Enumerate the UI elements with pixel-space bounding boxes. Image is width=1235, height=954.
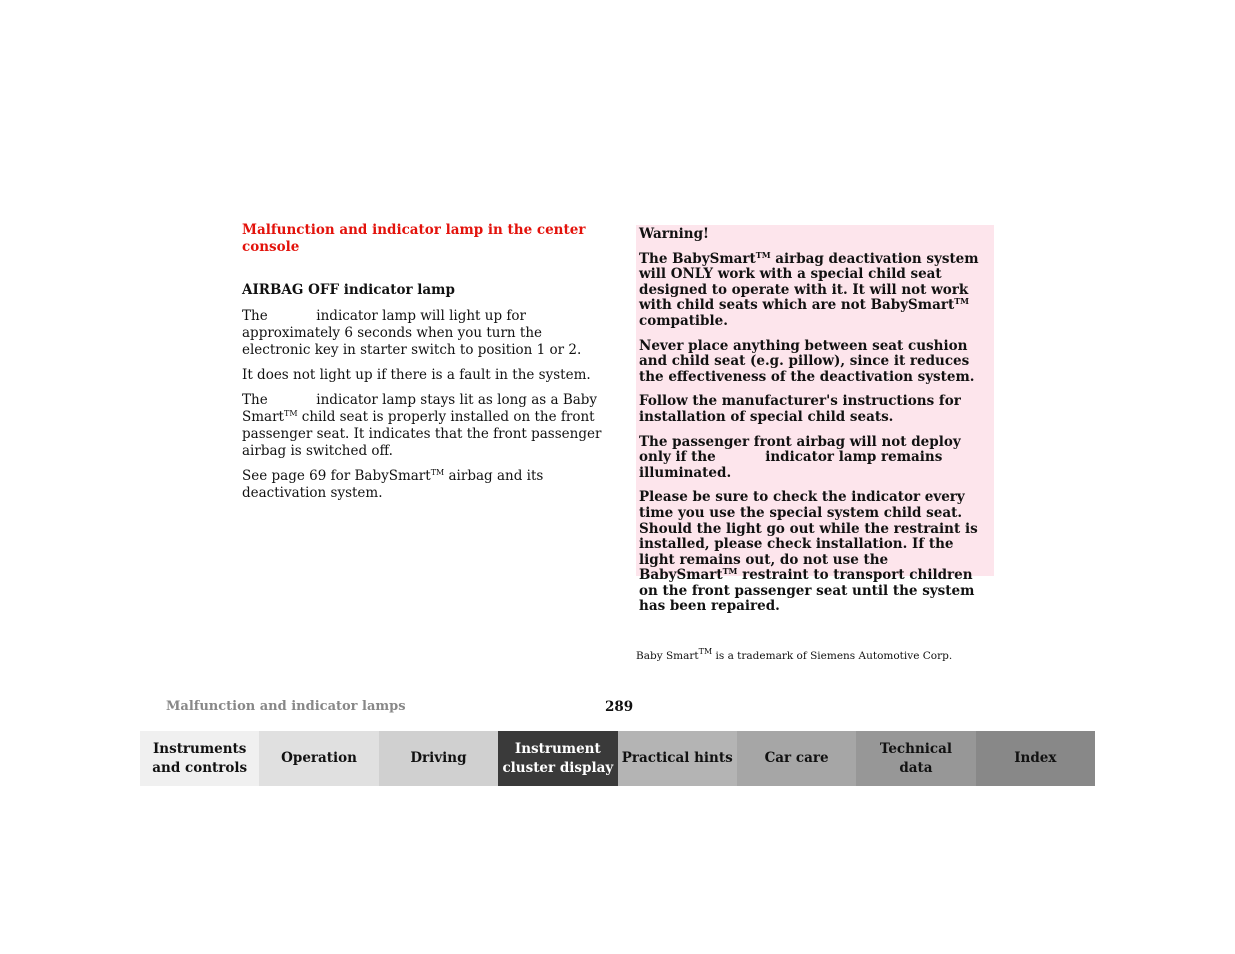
section-heading: Malfunction and indicator lamp in the center console — [242, 222, 586, 255]
warning-paragraph-5 — [639, 490, 988, 615]
nav-tab-operation[interactable]: Operation — [259, 731, 378, 786]
trademark-sup: TM — [722, 566, 738, 577]
trademark-sup: TM — [755, 249, 771, 260]
para3-post: child seat is properly installed on the front passenger seat. It indicates that the front passenger airbag is switched off. — [242, 409, 602, 459]
nav-tab-technical-data[interactable]: Technical data — [856, 731, 975, 786]
trademark-sup: TM — [954, 296, 969, 307]
warning-p4-pre: The passenger front airbag will not deploy only if the — [639, 433, 961, 466]
paragraph-light-up — [242, 308, 602, 359]
nav-tab-car-care[interactable]: Car care — [737, 731, 856, 786]
warning-paragraph-4 — [639, 435, 988, 482]
paragraph-see-page — [242, 468, 602, 502]
trademark-sup: TM — [698, 647, 713, 656]
page-number: 289 — [605, 699, 634, 715]
warning-p1-a: The BabySmart — [639, 250, 756, 267]
para3-mid: indicator lamp stays lit as long as a Baby Smart — [242, 392, 598, 425]
paragraph-stays-lit — [242, 392, 602, 460]
para1-post: indicator lamp will light up for approximately 6 seconds when you turn the electronic key in starter switch to position 1 or 2. — [242, 308, 582, 358]
warning-p1-b: airbag deactivation system will ONLY work with a special child seat designed to operate with it. It will not work with child seats which are not BabySmart — [639, 250, 979, 314]
warning-box — [636, 225, 994, 615]
nav-tab-instruments-and-controls[interactable]: Instruments and controls — [140, 731, 259, 786]
para3-pre: The — [242, 392, 268, 408]
para4-post: airbag and its deactivation system. — [242, 468, 544, 501]
trademark-pre: Baby Smart — [636, 650, 699, 662]
nav-tab-instrument-cluster-display[interactable]: Instrument cluster display — [498, 731, 617, 786]
nav-tab-practical-hints[interactable]: Practical hints — [618, 731, 737, 786]
nav-tab-driving[interactable]: Driving — [379, 731, 498, 786]
warning-paragraph-1 — [639, 249, 988, 330]
footer-section-title: Malfunction and indicator lamps — [166, 699, 406, 714]
trademark-sup: TM — [430, 468, 445, 477]
warning-p4-post: indicator lamp remains illuminated. — [639, 449, 943, 481]
warning-p1-c: compatible. — [639, 312, 728, 329]
trademark-post: is a trademark of Siemens Automotive Corp. — [712, 650, 953, 662]
warning-paragraph-2: Never place anything between seat cushion and child seat (e.g. pillow), since it reduces the effectiveness of the deactivation system. — [639, 337, 975, 385]
trademark-sup: TM — [283, 409, 298, 418]
left-column — [242, 222, 602, 510]
trademark-note — [636, 649, 952, 663]
warning-paragraph-3: Follow the manufacturer's instructions for installation of special child seats. — [639, 393, 961, 425]
warning-p5-b: restraint to transport children on the front passenger seat until the system has been repaired. — [639, 567, 975, 615]
nav-tab-index[interactable]: Index — [976, 731, 1095, 786]
airbag-off-subheading: AIRBAG OFF indicator lamp — [242, 282, 455, 298]
paragraph-fault: It does not light up if there is a fault in the system. — [242, 367, 591, 383]
warning-p5-a: Please be sure to check the indicator every time you use the special system child seat. Should the light go out while the restraint is installed, please check installation. If the light remains out, do not use the BabySmart — [639, 489, 978, 584]
bottom-navigation — [140, 731, 1095, 786]
para1-pre: The — [242, 308, 268, 324]
para4-pre: See page 69 for BabySmart — [242, 468, 431, 484]
warning-title: Warning! — [639, 226, 709, 242]
